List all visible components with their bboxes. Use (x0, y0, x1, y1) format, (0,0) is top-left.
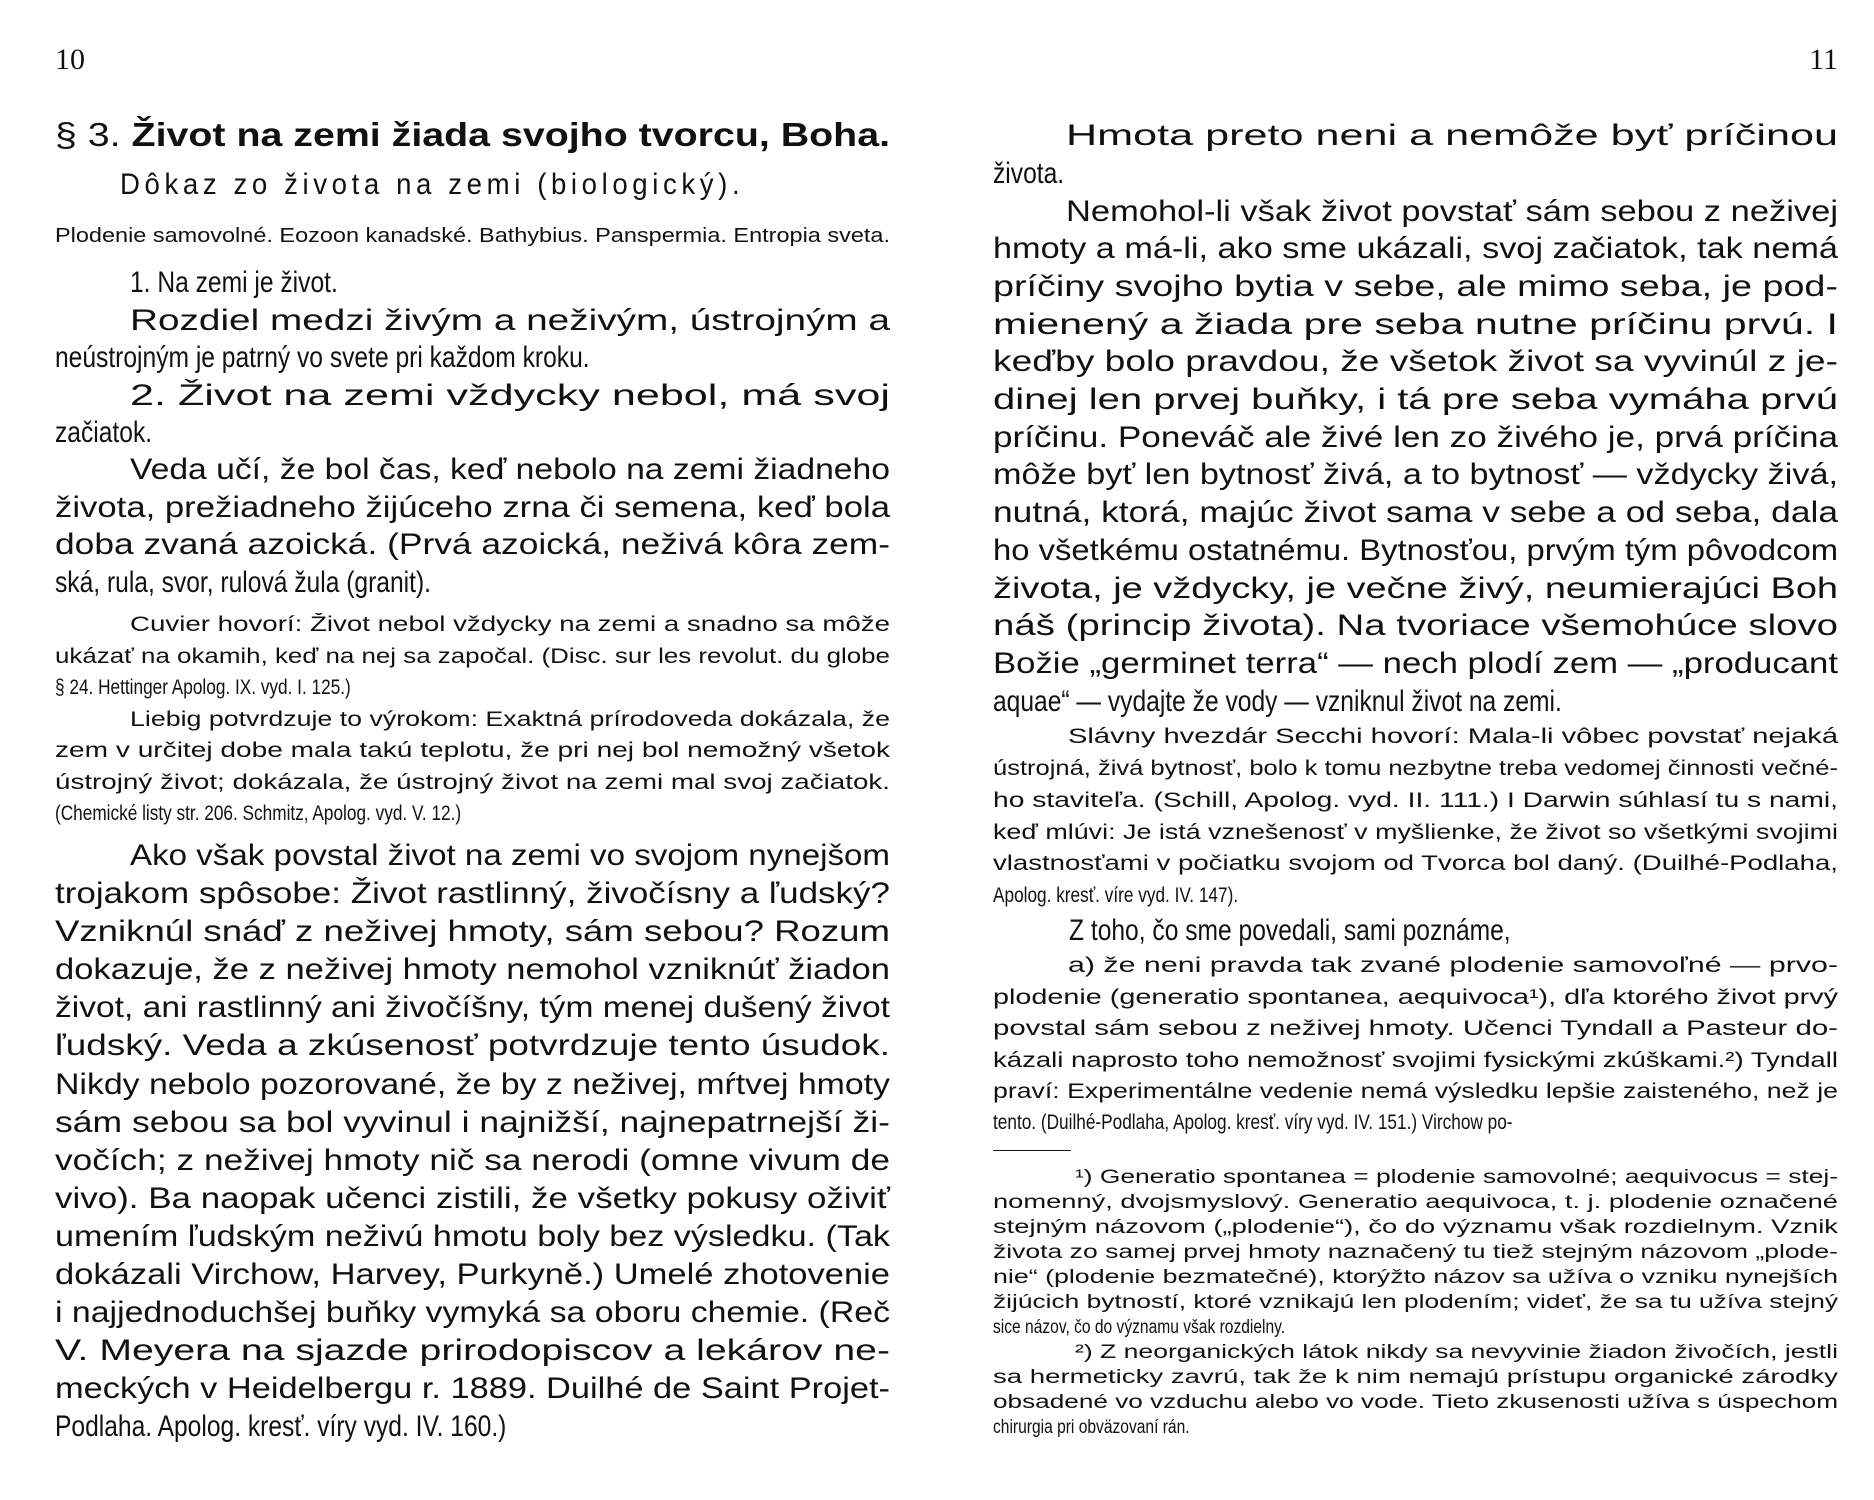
line-text: ská, rula, svor, rulová žula (granit). (55, 565, 431, 599)
line-text: vlastnosťami v počiatku svojom od Tvorca bol daný. (Duilhé-Podlaha, (993, 852, 1838, 876)
quotation-line (993, 880, 1292, 912)
quotation-line (1068, 721, 1839, 753)
line-text: nomenný, dvojsmyslový. Generatio aequivoca, t. j. plodenie označené (993, 1191, 1838, 1213)
quotation-line (55, 672, 416, 704)
body-text-line (993, 343, 1838, 381)
body-text-line (993, 494, 1839, 532)
quotation-line (993, 753, 1839, 785)
line-text: náš (princip života). Na tvoriace všemohúce slovo (993, 609, 1839, 643)
conclusion-point-line (993, 1045, 1838, 1076)
body-text-line (1066, 193, 1838, 231)
conclusion-point-line (993, 982, 1839, 1013)
line-text: ukázať na okamih, keď na nej sa započal. (Disc. sur les revolut. du globe (55, 644, 890, 668)
body-text-line (55, 489, 890, 526)
conclusion-point-line (993, 1013, 1838, 1044)
line-text: ¹) Generatio spontanea = plodenie samovolné; aequivocus = stej- (1075, 1166, 1838, 1188)
section-number: § 3. (55, 116, 121, 153)
line-text: Vzniknúl snáď z neživej hmoty, sám sebou? Rozum (55, 915, 890, 949)
line-text: zem v určitej dobe mala takú teplotu, že pri nej bol nemožný všetok (55, 739, 890, 763)
quotation-line (130, 609, 891, 641)
line-text: Liebig potvrdzuje to výrokom: Exaktná prírodoveda dokázala, že (130, 707, 891, 731)
footnote-line (1075, 1165, 1838, 1190)
body-text-line (993, 645, 1838, 683)
line-text: ústrojný život; dokázala, že ústrojný život na zemi mal svoj začiatok. (55, 770, 891, 794)
line-text: neústrojným je patrný vo svete pri každom kroku. (55, 341, 590, 375)
body-text-line (993, 268, 1838, 306)
quotation-line (55, 641, 890, 673)
line-text: ústrojná, živá bytnosť, bolo k tomu nezbytne treba vedomej činnosti večné- (993, 756, 1839, 780)
line-text: § 24. Hettinger Apolog. IX. vyd. I. 125.) (55, 676, 351, 700)
section-heading (55, 115, 890, 155)
line-text: obsadené vo vzduchu alebo vo vode. Tieto zkusenosti užíva s úspechom (993, 1391, 1839, 1413)
line-text: ²) Z neorganických látok nikdy sa nevyvinie žiadon živočích, jestli (1075, 1341, 1838, 1363)
section-subtitle (120, 165, 799, 205)
quotation-line (55, 767, 891, 799)
body-text-line (130, 377, 890, 414)
body-text-line (1066, 117, 1838, 155)
body-text-line (55, 875, 891, 913)
line-text: doba zvaná azoická. (Prvá azoická, neživá kôra zem- (55, 528, 891, 562)
body-text-line (55, 1142, 890, 1180)
line-text: Nikdy nebolo pozorované, že by z neživej, mŕtvej hmoty (55, 1067, 890, 1101)
conclusion-heading-line (1069, 912, 1608, 950)
line-text: ho staviteľa. (Schill, Apolog. vyd. II. 111.) I Darwin súhlasí tu s nami, (993, 788, 1839, 812)
footnote-line (993, 1265, 1838, 1290)
body-text-line (55, 989, 891, 1027)
line-text: Podlaha. Apolog. kresť. víry vyd. IV. 160.) (55, 1410, 507, 1444)
line-text: príčiny svojho bytia v sebe, ale mimo seba, je pod- (993, 269, 1838, 303)
line-text: sice názov, čo do významu však rozdielny. (993, 1316, 1286, 1338)
footnote-line (993, 1315, 1349, 1340)
line-text: ho všetkému ostatnému. Bytnosťou, prvým tým pôvodcom (993, 533, 1839, 567)
line-text: začiatok. (55, 415, 153, 449)
body-text-line (55, 951, 890, 989)
line-text: vočích; z neživej hmoty nič sa nerodi (omne vivum de (55, 1143, 890, 1177)
line-text: Slávny hvezdár Secchi hovorí: Mala-li vôbec povstať nejaká (1068, 725, 1839, 749)
body-text-line (55, 1104, 891, 1142)
body-text-line (130, 451, 890, 488)
line-text: keď mlúvi: Je istá vznešenosť v myšlienke, že život so všetkými svojimi (993, 820, 1839, 844)
line-text: dinej len prvej buňky, i tá pre seba vymáha prvú (993, 383, 1838, 417)
line-text: kázali naprosto toho nemožnosť svojimi fysickými zkúškami.²) Tyndall (993, 1048, 1838, 1072)
body-text-line (993, 570, 1839, 608)
line-text: sa hermeticky zavrú, tak že k nim nemajú prístupu organické zárodky (993, 1366, 1838, 1388)
footnote-line (993, 1215, 1838, 1240)
right-page (993, 0, 1838, 1500)
body-text-line (55, 1294, 891, 1332)
body-text-line (993, 607, 1839, 645)
body-text-line (993, 683, 1687, 721)
line-text: plodenie (generatio spontanea, aequivoca¹), dľa ktorého život prvý (993, 985, 1839, 1009)
body-text-line (993, 306, 1838, 344)
line-text: umením ľudským neživú hmotu boly bez výsledku. (Tak (55, 1219, 890, 1253)
line-text: dokazuje, že z neživej hmoty nemohol vzniknúť žiadon (55, 953, 890, 987)
body-text-line (993, 381, 1838, 419)
footnote-line (993, 1240, 1838, 1265)
line-text: stejným názovom („plodenie“), čo do významu však rozdielnym. Vznik (993, 1216, 1838, 1238)
line-text: nutná, ktorá, majúc život sama v sebe a od seba, dala (993, 496, 1839, 530)
body-text-line (993, 419, 1839, 457)
line-text: keďby bolo pravdou, že všetok život sa vyvinúl z je- (993, 345, 1838, 379)
line-text: hmoty a má-li, ako sme ukázali, svoj začiatok, tak nemá (993, 232, 1838, 266)
line-text: 2. Život na zemi vždycky nebol, má svoj (130, 378, 890, 412)
section-title: Život na zemi žiada svojho tvorcu, Boha. (131, 116, 890, 153)
line-text: praví: Experimentálne vedenie nemá výsledku lepšie zaisteného, než je (993, 1079, 1838, 1103)
quotation-line (993, 817, 1839, 849)
footnote-line (993, 1290, 1839, 1315)
line-text: Božie „germinet terra“ — nech plodí zem — „producant (993, 646, 1838, 680)
page-number: 10 (55, 43, 85, 76)
line-text: nie“ (plodenie bezmatečné), ktorýžto názov sa užíva o vzniku nynejších (993, 1266, 1838, 1288)
line-text: meckých v Heidelbergu r. 1889. Duilhé de Saint Projet- (55, 1372, 890, 1406)
line-text: Z toho, čo sme povedali, sami poznáme, (1069, 914, 1511, 947)
body-text-line (55, 1180, 890, 1218)
page-number: 11 (1809, 43, 1838, 76)
body-text-line (55, 1408, 605, 1446)
line-text: tento. (Duilhé-Podlaha, Apolog. kresť. víry vyd. IV. 151.) Virchow po- (993, 1111, 1513, 1135)
footnote-line (993, 1365, 1838, 1390)
conclusion-point-line (1068, 950, 1839, 981)
quotation-line (993, 785, 1839, 817)
line-text: žijúcich bytností, ktoré vznikajú len plodením; videť, že sa tu užíva stejný (993, 1291, 1839, 1313)
body-text-line (55, 913, 890, 951)
quotation-line (130, 704, 891, 736)
line-text: ľudský. Veda a zkúsenosť potvrdzuje tento úsudok. (55, 1029, 890, 1063)
body-text-line (55, 1066, 890, 1104)
body-text-line (55, 1218, 890, 1256)
body-text-line (55, 1332, 891, 1370)
line-text: príčinu. Poneváč ale živé len zo živého je, prvá príčina (993, 420, 1839, 454)
line-text: i najjednoduchšej buňky vymyká sa oboru chemie. (Reč (55, 1296, 891, 1330)
section-summary (55, 222, 891, 250)
line-text: vivo). Ba naopak učenci zistili, že všetky pokusy oživiť (55, 1181, 890, 1215)
line-text: Ako však povstal život na zemi vo svojom nynejšom (130, 838, 891, 872)
footnote-line (993, 1415, 1233, 1440)
body-text-line (993, 456, 1839, 494)
body-text-line (993, 532, 1839, 570)
line-text: povstal sám sebou z neživej hmoty. Učenci Tyndall a Pasteur do- (993, 1017, 1838, 1041)
body-text-line (55, 526, 891, 563)
footnote-line (993, 1390, 1839, 1415)
footnote-line (1075, 1340, 1838, 1365)
body-text-line (130, 837, 891, 875)
line-text: (Chemické listy str. 206. Schmitz, Apolog. vyd. V. 12.) (55, 802, 462, 826)
line-text: života zo samej prvej hmoty naznačený tu tiež stejným názovom „plode- (993, 1241, 1838, 1263)
line-text: Nemohol-li však život povstať sám sebou z neživej (1066, 194, 1838, 228)
line-text: Cuvier hovorí: Život nebol vždycky na zemi a snadno sa môže (130, 613, 891, 637)
quotation-line (993, 848, 1838, 880)
line-text: dokázali Virchow, Harvey, Purkyně.) Umelé zhotovenie (55, 1258, 890, 1292)
conclusion-point-line (993, 1076, 1838, 1107)
line-text: Veda učí, že bol čas, keď nebolo na zemi žiadneho (130, 453, 890, 487)
line-text: V. Meyera na sjazde prirodopiscov a lekárov ne- (55, 1334, 891, 1368)
line-text: Apolog. kresť. víre vyd. IV. 147). (993, 884, 1239, 908)
body-text-line (55, 339, 707, 376)
body-text-line (55, 1027, 890, 1065)
line-text: chirurgia pri obväzovaní rán. (993, 1416, 1190, 1438)
line-text: 1. Na zemi je život. (130, 266, 338, 300)
body-text-line (993, 230, 1838, 268)
body-text-line (55, 1256, 890, 1294)
subtitle-text: Dôkaz zo života na zemi (biologický). (120, 168, 745, 201)
body-text-line (55, 1370, 890, 1408)
footnote-line (993, 1190, 1838, 1215)
line-text: života, je vždycky, je večne živý, neumierajúci Boh (993, 571, 1839, 605)
line-text: aquae“ — vydajte že vody — vzniknul život na zemi. (993, 684, 1562, 718)
body-text-line (55, 414, 173, 451)
quotation-line (55, 735, 890, 767)
line-text: Hmota preto neni a nemôže byť príčinou (1066, 119, 1838, 153)
body-text-line (130, 264, 383, 301)
body-text-line (55, 564, 514, 601)
body-text-line (993, 155, 1080, 193)
left-page (55, 0, 890, 1500)
quotation-line (55, 798, 550, 830)
line-text: môže byť len bytnosť živá, a to bytnosť — vždycky živá, (993, 458, 1839, 492)
line-text: mienený a žiada pre seba nutne príčinu prvú. I (993, 307, 1838, 341)
line-text: života. (993, 156, 1065, 190)
conclusion-point-line (993, 1107, 1627, 1138)
line-text: a) že neni pravda tak zvané plodenie samovoľné — prvo- (1068, 954, 1839, 978)
summary-text: Plodenie samovolné. Eozoon kanadské. Bathybius. Panspermia. Entropia sveta. (55, 225, 891, 247)
footnote-divider (993, 1150, 1071, 1151)
body-text-line (130, 302, 891, 339)
line-text: trojakom spôsobe: Život rastlinný, živočísny a ľudský? (55, 877, 891, 911)
line-text: život, ani rastlinný ani živočíšny, tým menej dušený život (55, 991, 891, 1025)
line-text: sám sebou sa bol vyvinul i najnižší, najnepatrnejší ži- (55, 1105, 891, 1139)
line-text: Rozdiel medzi živým a neživým, ústrojným a (130, 303, 891, 337)
line-text: života, prežiadneho žijúceho zrna či semena, keď bola (55, 490, 890, 524)
